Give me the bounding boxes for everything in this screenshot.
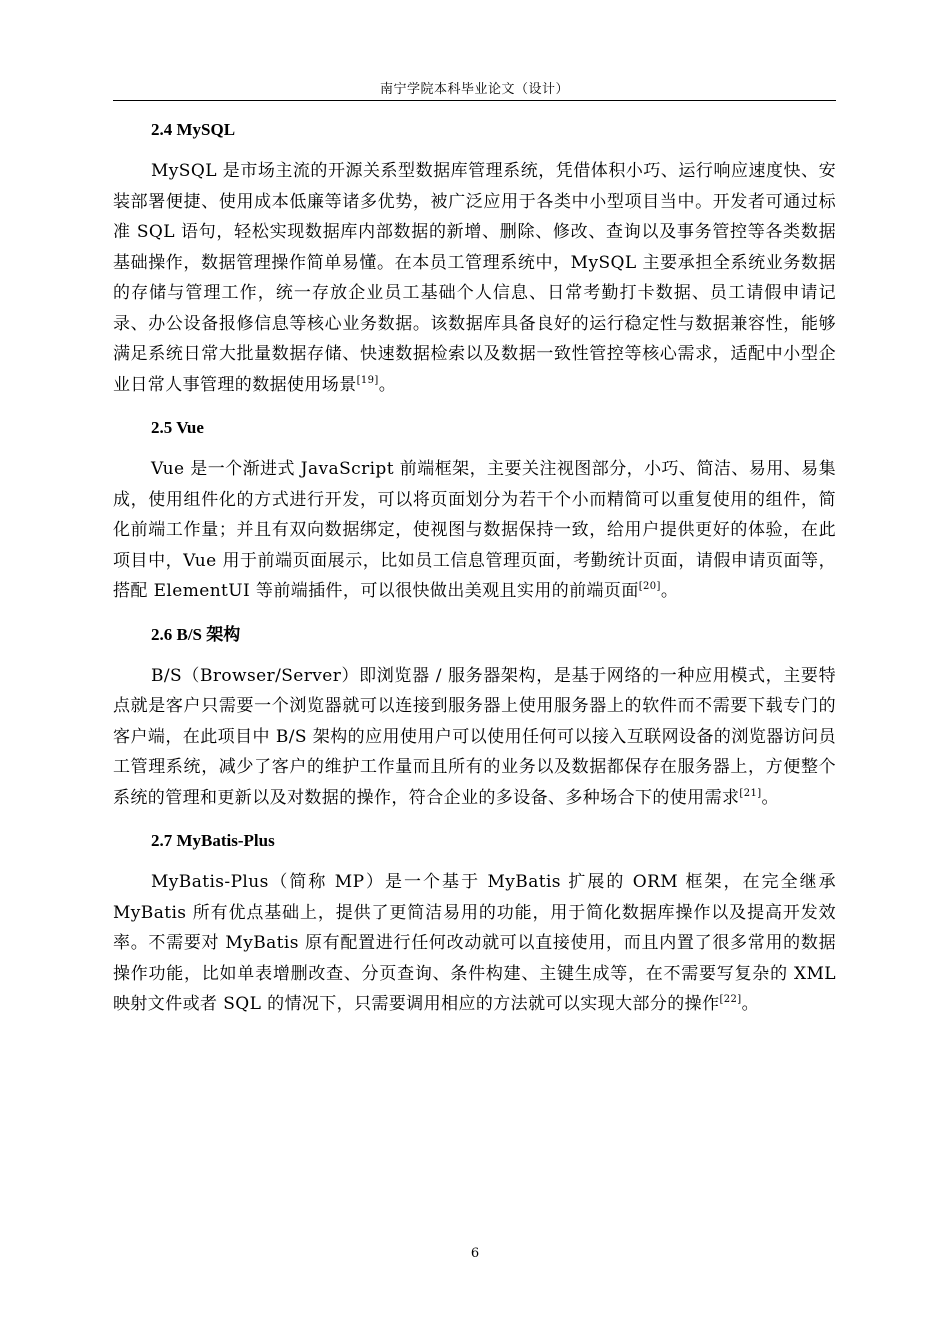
- section-heading: 2.7 MyBatis-Plus: [151, 831, 275, 850]
- paragraph-end: 。: [660, 581, 679, 601]
- paragraph-text: B/S（Browser/Server）即浏览器 / 服务器架构，是基于网络的一种应用模式，主要特点就是客户只需要一个浏览器就可以连接到服务器上使用服务器上的软件而不需要下载专门的客户端，在此项目中 B/S 架构的应用使用户可以使用任何可以接入互联网设备的浏览器访问员工管理系统，减少了客户的维护工作量而且所有的业务以及数据都保存在服务器上，方便整个系统的管理和更新以及对数据的操作，符合企业的多设备、多种场合下的使用需求: [113, 665, 836, 808]
- citation-ref: [21]: [739, 787, 762, 799]
- page-body: [113, 116, 836, 1034]
- section-heading: 2.5 Vue: [151, 418, 204, 437]
- section-paragraph: [113, 661, 836, 814]
- paragraph-text: MySQL 是市场主流的开源关系型数据库管理系统，凭借体积小巧、运行响应速度快、安装部署便捷、使用成本低廉等诸多优势，被广泛应用于各类中小型项目当中。开发者可通过标准 SQL 语句，轻松实现数据库内部数据的新增、删除、修改、查询以及事务管控等各类数据基础操作，数据管理操作简单易懂。在本员工管理系统中，MySQL 主要承担全系统业务数据的存储与管理工作，统一存放企业员工基础个人信息、日常考勤打卡数据、员工请假申请记录、办公设备报修信息等核心业务数据。该数据库具备良好的运行稳定性与数据兼容性，能够满足系统日常大批量数据存储、快速数据检索以及数据一致性管控等核心需求，适配中小型企业日常人事管理的数据使用场景: [113, 161, 836, 395]
- section-mysql: [113, 116, 836, 400]
- section-paragraph: [113, 454, 836, 607]
- section-heading: 2.4 MySQL: [151, 120, 236, 139]
- header-divider: [113, 100, 836, 101]
- page-header: 南宁学院本科毕业论文（设计）: [379, 82, 569, 97]
- section-paragraph: [113, 156, 836, 400]
- paragraph-end: 。: [378, 374, 397, 395]
- section-vue: [113, 414, 836, 607]
- paragraph-text: Vue 是一个渐进式 JavaScript 前端框架，主要关注视图部分，小巧、简洁、易用、易集成，使用组件化的方式进行开发，可以将页面划分为若干个小而精简可以重复使用的组件，简化前端工作量；并且有双向数据绑定，使视图与数据保持一致，给用户提供更好的体验，在此项目中，Vue 用于前端页面展示，比如员工信息管理页面，考勤统计页面，请假申请页面等，搭配 ElementUI 等前端插件，可以很快做出美观且实用的前端页面: [113, 459, 836, 601]
- paragraph-end: 。: [741, 994, 760, 1014]
- paragraph-text: MyBatis-Plus（简称 MP）是一个基于 MyBatis 扩展的 ORM 框架，在完全继承 MyBatis 所有优点基础上，提供了更简洁易用的功能，用于简化数据库操作以及提高开发效率。不需要对 MyBatis 原有配置进行任何改动就可以直接使用，而且内置了很多常用的数据操作功能，比如单表增删改查、分页查询、条件构建、主键生成等，在不需要写复杂的 XML 映射文件或者 SQL 的情况下，只需要调用相应的方法就可以实现大部分的操作: [113, 872, 836, 1014]
- citation-ref: [22]: [719, 994, 742, 1005]
- paragraph-end: 。: [761, 787, 779, 808]
- section-paragraph: [113, 867, 836, 1020]
- section-bs-architecture: [113, 621, 836, 814]
- page-number: 6: [470, 1246, 480, 1261]
- citation-ref: [19]: [356, 374, 379, 386]
- citation-ref: [20]: [638, 581, 661, 592]
- section-mybatis-plus: [113, 827, 836, 1020]
- section-heading: 2.6 B/S 架构: [151, 624, 241, 644]
